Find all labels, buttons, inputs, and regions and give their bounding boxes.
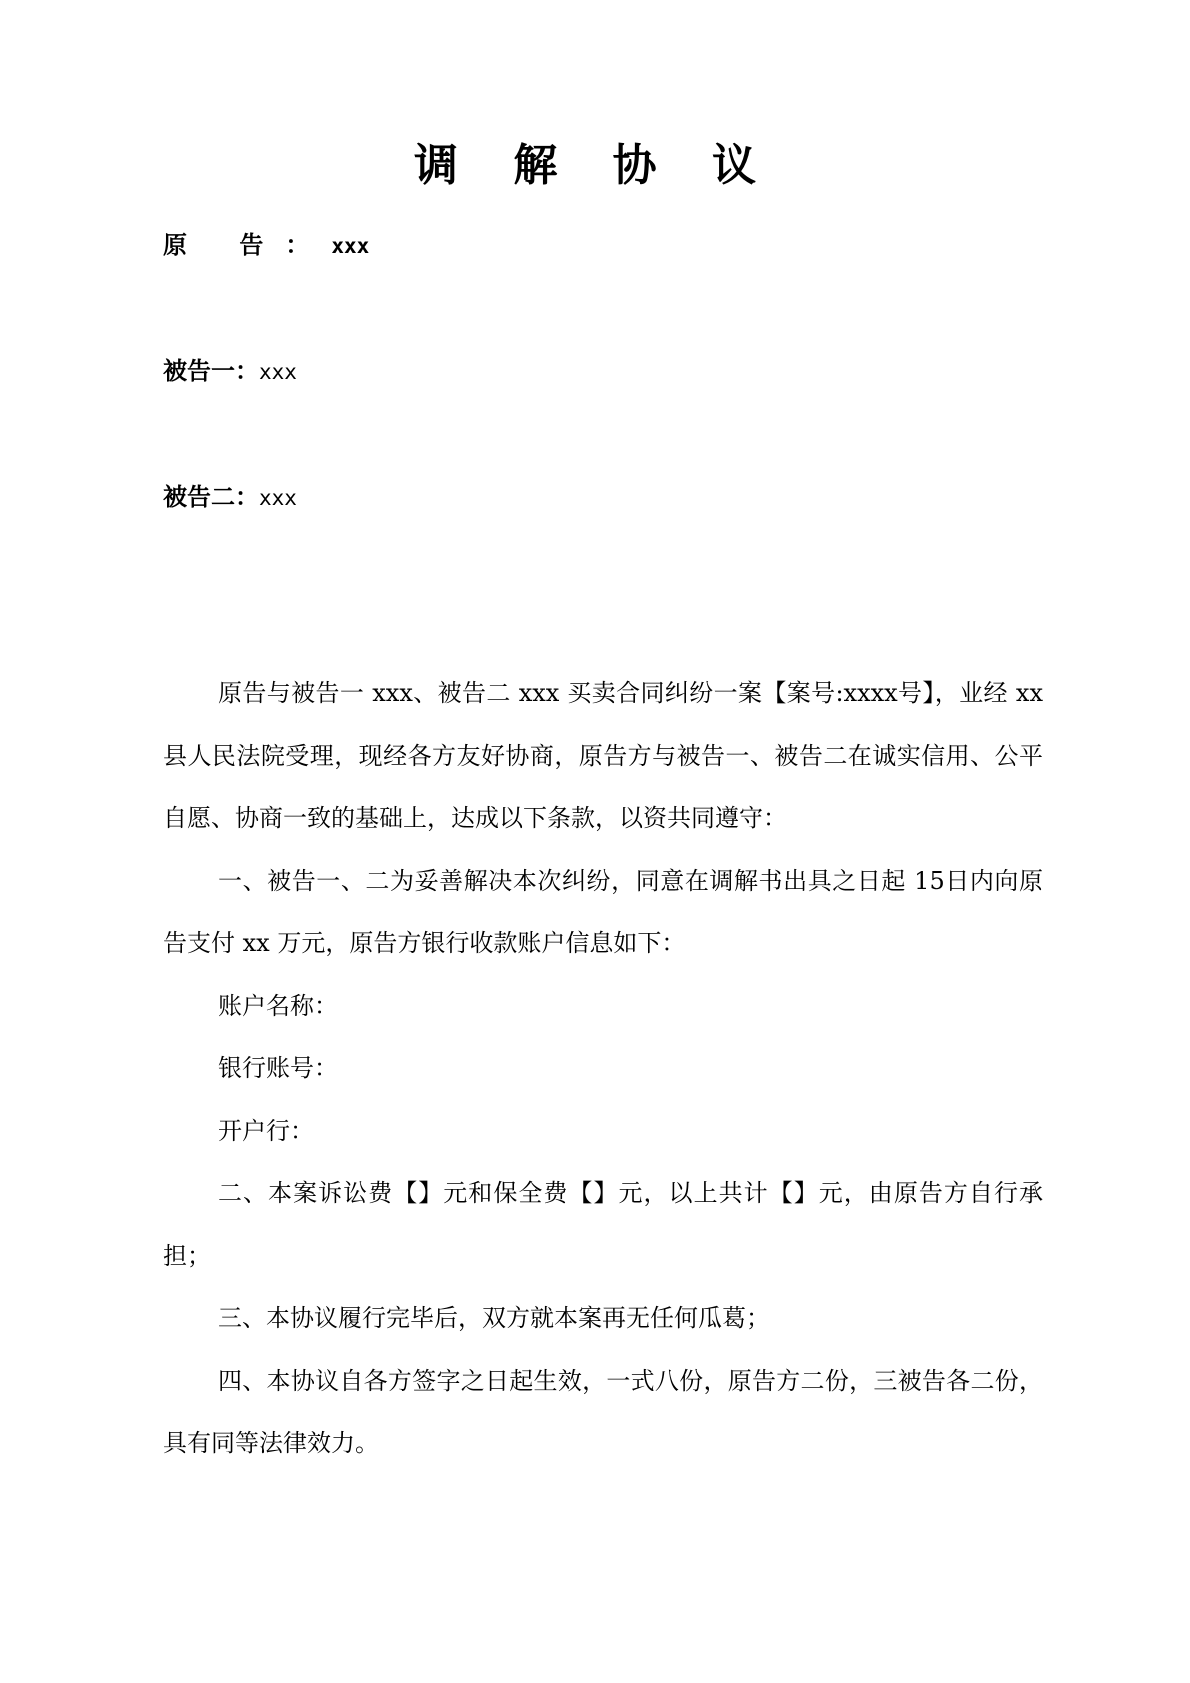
clause-four: 四、本协议自各方签字之日起生效，一式八份，原告方二份，三被告各二份，具有同等法律效力。 xyxy=(163,1366,1043,1457)
account-number-line: 银行账号： xyxy=(218,1054,338,1082)
agreement-body xyxy=(163,662,1043,1475)
bank-branch-line: 开户行： xyxy=(218,1116,314,1145)
account-name-line: 账户名称： xyxy=(218,991,338,1020)
plaintiff-value: xxx xyxy=(331,234,370,258)
defendant2-value: xxx xyxy=(259,486,297,510)
defendant1-label: 被告一： xyxy=(163,356,259,385)
clause-three: 三、本协议履行完毕后，双方就本案再无任何瓜葛； xyxy=(218,1304,770,1332)
plaintiff-label: 原 告： xyxy=(163,230,332,259)
defendant1-value: xxx xyxy=(259,360,297,384)
intro-paragraph: 原告与被告一 xxx、被告二 xxx 买卖合同纠纷一案【案号:xxxx号】，业经 xx 县人民法院受理，现经各方友好协商，原告方与被告一、被告二在诚实信用、公平自愿、协商一致的基础上，达成以下条款，以资共同遵守： xyxy=(163,679,1043,832)
clause-one: 一、被告一、二为妥善解决本次纠纷，同意在调解书出具之日起 15日内向原告支付 xx 万元，原告方银行收款账户信息如下： xyxy=(163,866,1043,957)
defendant2-line xyxy=(163,480,297,515)
document-title: 调 解 协 议 xyxy=(414,140,776,191)
defendant1-line xyxy=(163,354,297,389)
defendant2-label: 被告二： xyxy=(163,482,259,511)
clause-two: 二、本案诉讼费【】元和保全费【】元，以上共计【】元，由原告方自行承担； xyxy=(163,1179,1043,1270)
plaintiff-line xyxy=(163,228,369,263)
